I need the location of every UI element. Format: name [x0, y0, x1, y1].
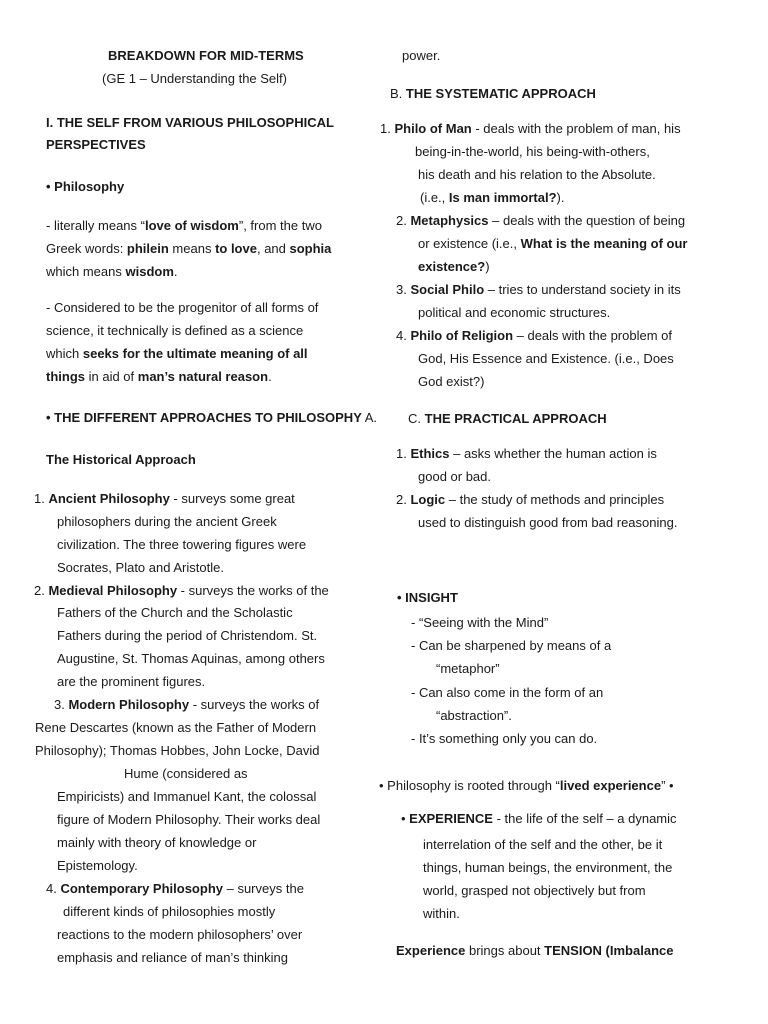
list-item-line: Augustine, St. Thomas Aquinas, among others — [57, 651, 325, 666]
list-item-ethics: 1. Ethics – asks whether the human action is — [396, 446, 657, 461]
section-heading-cont: PERSPECTIVES — [46, 137, 146, 152]
list-item-medieval: 2. Medieval Philosophy - surveys the works of the — [34, 583, 329, 598]
practical-heading: C. THE PRACTICAL APPROACH — [408, 411, 607, 426]
list-item-line: mainly with theory of knowledge or — [57, 835, 257, 850]
experience-line: world, grasped not objectively but from — [423, 883, 646, 898]
experience-line: within. — [423, 906, 460, 921]
list-item-ancient: 1. Ancient Philosophy - surveys some great — [34, 491, 295, 506]
experience-line: things, human beings, the environment, the — [423, 860, 673, 875]
list-item-metaphysics: 2. Metaphysics – deals with the question of being — [396, 213, 686, 228]
list-item-line: emphasis and reliance of man’s thinking — [57, 950, 289, 965]
list-item-line: figure of Modern Philosophy. Their works deal — [57, 812, 321, 827]
section-heading: I. THE SELF FROM VARIOUS PHILOSOPHICAL — [46, 115, 334, 130]
para-line: science, it technically is defined as a science — [46, 323, 304, 338]
para-line: things in aid of man’s natural reason. — [46, 369, 272, 384]
para-line: which means wisdom. — [46, 264, 178, 279]
list-item-contemporary: 4. Contemporary Philosophy – surveys the — [46, 881, 304, 896]
list-item-line: Rene Descartes (known as the Father of Modern — [35, 720, 317, 735]
insight-line: - “Seeing with the Mind” — [411, 615, 549, 630]
systematic-heading: B. THE SYSTEMATIC APPROACH — [390, 86, 596, 101]
list-item-line: God, His Essence and Existence. (i.e., Does — [418, 351, 674, 366]
insight-heading: • INSIGHT — [397, 590, 458, 605]
list-item-modern: 3. Modern Philosophy - surveys the works of — [54, 697, 320, 712]
philosophy-bullet: • Philosophy — [46, 179, 125, 194]
list-item-line: good or bad. — [418, 469, 492, 484]
tension-line: Experience brings about TENSION (Imbalance — [396, 943, 674, 958]
list-item-line: used to distinguish good from bad reasoning. — [418, 515, 678, 530]
experience-line: interrelation of the self and the other, be it — [423, 837, 663, 852]
list-item-line: Socrates, Plato and Aristotle. — [57, 560, 224, 575]
list-item-line: Fathers during the period of Christendom. St. — [57, 628, 318, 643]
list-item-line: being-in-the-world, his being-with-others, — [415, 144, 650, 159]
list-item-line: are the prominent figures. — [57, 674, 206, 689]
list-item-line: or existence (i.e., What is the meaning of our — [418, 236, 688, 251]
insight-line: - Can be sharpened by means of a — [411, 638, 612, 653]
list-item-line: Epistemology. — [57, 858, 138, 873]
lived-experience-line: • Philosophy is rooted through “lived experience” • — [379, 778, 674, 793]
insight-line: “metaphor” — [436, 661, 500, 676]
list-item-social: 3. Social Philo – tries to understand society in its — [396, 282, 681, 297]
list-item-line: his death and his relation to the Absolute. — [418, 167, 656, 182]
list-item-line: different kinds of philosophies mostly — [63, 904, 276, 919]
list-item-line: reactions to the modern philosophers’ over — [57, 927, 303, 942]
para-line: - Considered to be the progenitor of all forms of — [46, 300, 319, 315]
list-item-line: Empiricists) and Immanuel Kant, the colossal — [57, 789, 317, 804]
approaches-heading: • THE DIFFERENT APPROACHES TO PHILOSOPHY A. — [46, 410, 378, 425]
list-item-line: Fathers of the Church and the Scholastic — [57, 605, 293, 620]
para-line: power. — [402, 48, 441, 63]
list-item-line: civilization. The three towering figures were — [57, 537, 307, 552]
list-item-religion: 4. Philo of Religion – deals with the problem of — [396, 328, 672, 343]
insight-line: - It’s something only you can do. — [411, 731, 598, 746]
list-item-logic: 2. Logic – the study of methods and principles — [396, 492, 665, 507]
list-item-man: 1. Philo of Man - deals with the problem of man, his — [380, 121, 681, 136]
experience-item: • EXPERIENCE - the life of the self – a dynamic — [401, 811, 677, 826]
doc-title: BREAKDOWN FOR MID-TERMS — [108, 48, 304, 63]
doc-subtitle: (GE 1 – Understanding the Self) — [102, 71, 287, 86]
para-line: Greek words: philein means to love, and sophia — [46, 241, 332, 256]
historical-heading: The Historical Approach — [46, 452, 196, 467]
insight-line: “abstraction”. — [436, 708, 512, 723]
list-item-line: existence?) — [418, 259, 490, 274]
list-item-line: political and economic structures. — [418, 305, 611, 320]
list-item-line: God exist?) — [418, 374, 485, 389]
list-item-line: Hume (considered as — [124, 766, 248, 781]
para-line: - literally means “love of wisdom”, from the two — [46, 218, 322, 233]
insight-line: - Can also come in the form of an — [411, 685, 604, 700]
list-item-line: Philosophy); Thomas Hobbes, John Locke, David — [35, 743, 320, 758]
list-item-line: philosophers during the ancient Greek — [57, 514, 277, 529]
list-item-line: (i.e., Is man immortal?). — [420, 190, 565, 205]
para-line: which seeks for the ultimate meaning of all — [46, 346, 308, 361]
